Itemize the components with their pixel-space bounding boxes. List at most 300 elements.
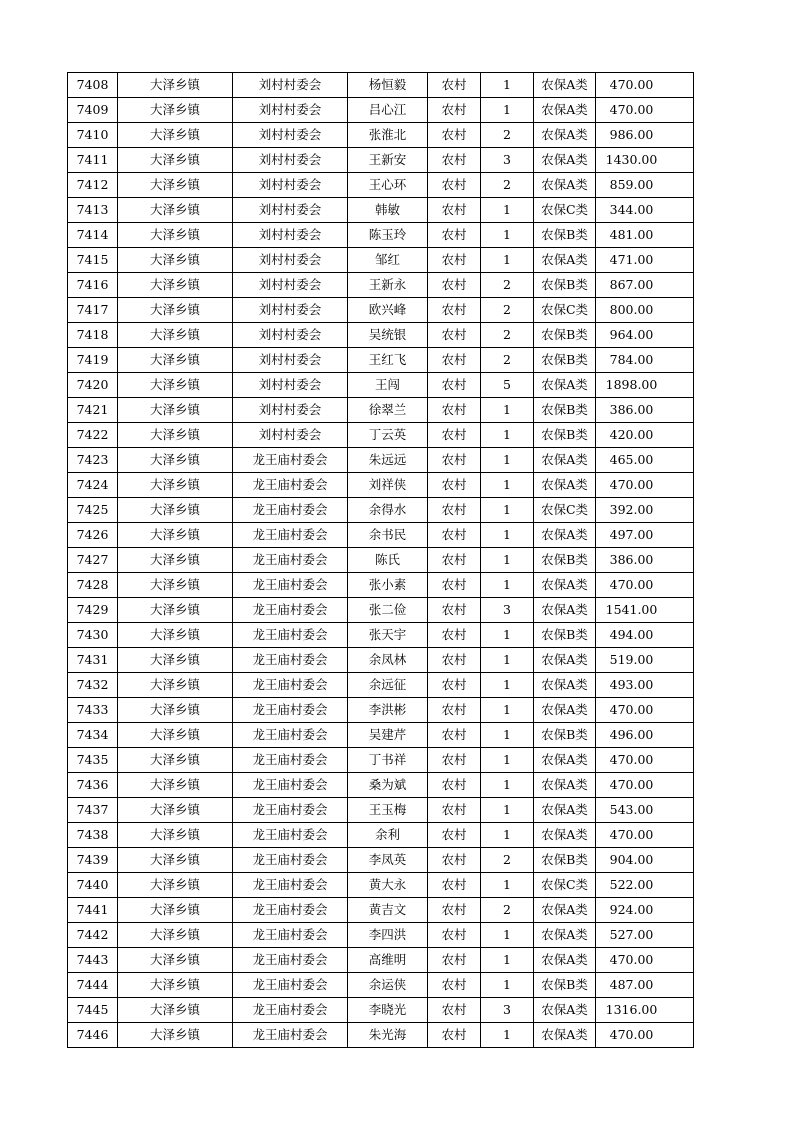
- name-cell: 李四洪: [348, 923, 428, 948]
- town-cell: 大泽乡镇: [118, 273, 233, 298]
- town-cell: 大泽乡镇: [118, 673, 233, 698]
- village-cell: 龙王庙村委会: [233, 798, 348, 823]
- household-type-cell: 农村: [428, 298, 481, 323]
- table-row: [68, 198, 694, 223]
- name-cell: 吴建芹: [348, 723, 428, 748]
- village-cell: 刘村村委会: [233, 98, 348, 123]
- village-cell: 刘村村委会: [233, 373, 348, 398]
- insurance-category-cell: 农保A类: [534, 173, 596, 198]
- town-cell: 大泽乡镇: [118, 98, 233, 123]
- member-count-cell: 2: [481, 848, 534, 873]
- table-row: [68, 473, 694, 498]
- table-row: [68, 848, 694, 873]
- member-count-cell: 1: [481, 948, 534, 973]
- member-count-cell: 1: [481, 448, 534, 473]
- town-cell: 大泽乡镇: [118, 398, 233, 423]
- amount-cell: 493.00: [596, 673, 694, 698]
- amount-cell: 527.00: [596, 923, 694, 948]
- town-cell: 大泽乡镇: [118, 848, 233, 873]
- row-id-cell: 7410: [68, 123, 118, 148]
- row-id-cell: 7422: [68, 423, 118, 448]
- member-count-cell: 1: [481, 773, 534, 798]
- table-row: [68, 598, 694, 623]
- member-count-cell: 2: [481, 173, 534, 198]
- insurance-category-cell: 农保A类: [534, 898, 596, 923]
- member-count-cell: 1: [481, 523, 534, 548]
- amount-cell: 494.00: [596, 623, 694, 648]
- member-count-cell: 1: [481, 573, 534, 598]
- insurance-category-cell: 农保B类: [534, 223, 596, 248]
- household-type-cell: 农村: [428, 948, 481, 973]
- village-cell: 龙王庙村委会: [233, 923, 348, 948]
- amount-cell: 470.00: [596, 948, 694, 973]
- name-cell: 韩敏: [348, 198, 428, 223]
- amount-cell: 386.00: [596, 398, 694, 423]
- amount-cell: 344.00: [596, 198, 694, 223]
- town-cell: 大泽乡镇: [118, 898, 233, 923]
- insurance-category-cell: 农保A类: [534, 248, 596, 273]
- row-id-cell: 7421: [68, 398, 118, 423]
- insurance-category-cell: 农保A类: [534, 748, 596, 773]
- household-type-cell: 农村: [428, 223, 481, 248]
- insurance-category-cell: 农保A类: [534, 948, 596, 973]
- town-cell: 大泽乡镇: [118, 248, 233, 273]
- town-cell: 大泽乡镇: [118, 298, 233, 323]
- member-count-cell: 2: [481, 298, 534, 323]
- amount-cell: 1316.00: [596, 998, 694, 1023]
- table-row: [68, 348, 694, 373]
- town-cell: 大泽乡镇: [118, 1023, 233, 1048]
- table-row: [68, 148, 694, 173]
- insurance-category-cell: 农保B类: [534, 273, 596, 298]
- member-count-cell: 1: [481, 398, 534, 423]
- household-type-cell: 农村: [428, 773, 481, 798]
- name-cell: 李洪彬: [348, 698, 428, 723]
- town-cell: 大泽乡镇: [118, 873, 233, 898]
- member-count-cell: 1: [481, 548, 534, 573]
- town-cell: 大泽乡镇: [118, 573, 233, 598]
- name-cell: 张小素: [348, 573, 428, 598]
- name-cell: 李凤英: [348, 848, 428, 873]
- table-row: [68, 723, 694, 748]
- town-cell: 大泽乡镇: [118, 798, 233, 823]
- row-id-cell: 7418: [68, 323, 118, 348]
- member-count-cell: 1: [481, 198, 534, 223]
- member-count-cell: 1: [481, 473, 534, 498]
- row-id-cell: 7417: [68, 298, 118, 323]
- name-cell: 王红飞: [348, 348, 428, 373]
- amount-cell: 470.00: [596, 98, 694, 123]
- table-row: [68, 923, 694, 948]
- household-type-cell: 农村: [428, 748, 481, 773]
- name-cell: 王心环: [348, 173, 428, 198]
- village-cell: 龙王庙村委会: [233, 723, 348, 748]
- insurance-category-cell: 农保C类: [534, 498, 596, 523]
- household-type-cell: 农村: [428, 598, 481, 623]
- insurance-category-cell: 农保A类: [534, 998, 596, 1023]
- row-id-cell: 7442: [68, 923, 118, 948]
- household-type-cell: 农村: [428, 723, 481, 748]
- amount-cell: 470.00: [596, 748, 694, 773]
- table-row: [68, 873, 694, 898]
- row-id-cell: 7424: [68, 473, 118, 498]
- row-id-cell: 7431: [68, 648, 118, 673]
- member-count-cell: 1: [481, 73, 534, 98]
- amount-cell: 964.00: [596, 323, 694, 348]
- roster-body: [68, 73, 694, 1048]
- town-cell: 大泽乡镇: [118, 998, 233, 1023]
- village-cell: 龙王庙村委会: [233, 1023, 348, 1048]
- member-count-cell: 1: [481, 698, 534, 723]
- name-cell: 王闯: [348, 373, 428, 398]
- table-row: [68, 398, 694, 423]
- village-cell: 龙王庙村委会: [233, 948, 348, 973]
- name-cell: 余利: [348, 823, 428, 848]
- name-cell: 吴统银: [348, 323, 428, 348]
- insurance-category-cell: 农保A类: [534, 148, 596, 173]
- insurance-category-cell: 农保A类: [534, 73, 596, 98]
- name-cell: 杨恒毅: [348, 73, 428, 98]
- insurance-category-cell: 农保A类: [534, 773, 596, 798]
- household-type-cell: 农村: [428, 623, 481, 648]
- table-row: [68, 998, 694, 1023]
- row-id-cell: 7413: [68, 198, 118, 223]
- row-id-cell: 7415: [68, 248, 118, 273]
- amount-cell: 420.00: [596, 423, 694, 448]
- table-row: [68, 798, 694, 823]
- town-cell: 大泽乡镇: [118, 598, 233, 623]
- row-id-cell: 7414: [68, 223, 118, 248]
- town-cell: 大泽乡镇: [118, 823, 233, 848]
- insurance-category-cell: 农保A类: [534, 923, 596, 948]
- household-type-cell: 农村: [428, 473, 481, 498]
- town-cell: 大泽乡镇: [118, 498, 233, 523]
- household-type-cell: 农村: [428, 173, 481, 198]
- row-id-cell: 7408: [68, 73, 118, 98]
- name-cell: 徐翠兰: [348, 398, 428, 423]
- household-type-cell: 农村: [428, 348, 481, 373]
- amount-cell: 1541.00: [596, 598, 694, 623]
- member-count-cell: 1: [481, 923, 534, 948]
- table-row: [68, 423, 694, 448]
- village-cell: 龙王庙村委会: [233, 573, 348, 598]
- household-type-cell: 农村: [428, 73, 481, 98]
- name-cell: 张天宇: [348, 623, 428, 648]
- insurance-category-cell: 农保A类: [534, 473, 596, 498]
- household-type-cell: 农村: [428, 198, 481, 223]
- row-id-cell: 7439: [68, 848, 118, 873]
- name-cell: 张二俭: [348, 598, 428, 623]
- household-type-cell: 农村: [428, 923, 481, 948]
- insurance-category-cell: 农保A类: [534, 523, 596, 548]
- insurance-category-cell: 农保B类: [534, 548, 596, 573]
- town-cell: 大泽乡镇: [118, 173, 233, 198]
- insurance-category-cell: 农保B类: [534, 398, 596, 423]
- member-count-cell: 1: [481, 723, 534, 748]
- table-row: [68, 298, 694, 323]
- household-type-cell: 农村: [428, 323, 481, 348]
- member-count-cell: 1: [481, 873, 534, 898]
- household-type-cell: 农村: [428, 423, 481, 448]
- village-cell: 龙王庙村委会: [233, 973, 348, 998]
- table-row: [68, 573, 694, 598]
- table-row: [68, 73, 694, 98]
- insurance-category-cell: 农保B类: [534, 323, 596, 348]
- village-cell: 龙王庙村委会: [233, 698, 348, 723]
- member-count-cell: 1: [481, 248, 534, 273]
- insurance-category-cell: 农保B类: [534, 973, 596, 998]
- amount-cell: 470.00: [596, 823, 694, 848]
- amount-cell: 386.00: [596, 548, 694, 573]
- town-cell: 大泽乡镇: [118, 648, 233, 673]
- member-count-cell: 1: [481, 623, 534, 648]
- town-cell: 大泽乡镇: [118, 373, 233, 398]
- insurance-category-cell: 农保A类: [534, 373, 596, 398]
- name-cell: 余远征: [348, 673, 428, 698]
- amount-cell: 471.00: [596, 248, 694, 273]
- amount-cell: 1430.00: [596, 148, 694, 173]
- amount-cell: 859.00: [596, 173, 694, 198]
- village-cell: 龙王庙村委会: [233, 873, 348, 898]
- table-row: [68, 448, 694, 473]
- name-cell: 朱远远: [348, 448, 428, 473]
- household-type-cell: 农村: [428, 698, 481, 723]
- insurance-category-cell: 农保A类: [534, 823, 596, 848]
- insurance-category-cell: 农保A类: [534, 648, 596, 673]
- name-cell: 余得水: [348, 498, 428, 523]
- name-cell: 吕心江: [348, 98, 428, 123]
- name-cell: 余书民: [348, 523, 428, 548]
- town-cell: 大泽乡镇: [118, 698, 233, 723]
- village-cell: 龙王庙村委会: [233, 448, 348, 473]
- row-id-cell: 7437: [68, 798, 118, 823]
- amount-cell: 487.00: [596, 973, 694, 998]
- row-id-cell: 7438: [68, 823, 118, 848]
- member-count-cell: 5: [481, 373, 534, 398]
- village-cell: 刘村村委会: [233, 398, 348, 423]
- insurance-category-cell: 农保C类: [534, 298, 596, 323]
- name-cell: 余凤林: [348, 648, 428, 673]
- village-cell: 龙王庙村委会: [233, 548, 348, 573]
- table-row: [68, 823, 694, 848]
- village-cell: 龙王庙村委会: [233, 823, 348, 848]
- village-cell: 龙王庙村委会: [233, 623, 348, 648]
- household-type-cell: 农村: [428, 823, 481, 848]
- table-row: [68, 173, 694, 198]
- name-cell: 欧兴峰: [348, 298, 428, 323]
- table-row: [68, 673, 694, 698]
- town-cell: 大泽乡镇: [118, 623, 233, 648]
- amount-cell: 904.00: [596, 848, 694, 873]
- table-row: [68, 623, 694, 648]
- town-cell: 大泽乡镇: [118, 523, 233, 548]
- town-cell: 大泽乡镇: [118, 748, 233, 773]
- amount-cell: 470.00: [596, 73, 694, 98]
- amount-cell: 470.00: [596, 698, 694, 723]
- name-cell: 邹红: [348, 248, 428, 273]
- insurance-category-cell: 农保C类: [534, 198, 596, 223]
- household-type-cell: 农村: [428, 248, 481, 273]
- insurance-category-cell: 农保B类: [534, 723, 596, 748]
- table-row: [68, 898, 694, 923]
- village-cell: 刘村村委会: [233, 323, 348, 348]
- table-row: [68, 498, 694, 523]
- table-row: [68, 773, 694, 798]
- member-count-cell: 2: [481, 348, 534, 373]
- town-cell: 大泽乡镇: [118, 973, 233, 998]
- table-row: [68, 1023, 694, 1048]
- name-cell: 李晓光: [348, 998, 428, 1023]
- village-cell: 龙王庙村委会: [233, 748, 348, 773]
- member-count-cell: 1: [481, 673, 534, 698]
- household-type-cell: 农村: [428, 898, 481, 923]
- table-row: [68, 323, 694, 348]
- amount-cell: 470.00: [596, 473, 694, 498]
- name-cell: 丁书祥: [348, 748, 428, 773]
- household-type-cell: 农村: [428, 448, 481, 473]
- amount-cell: 1898.00: [596, 373, 694, 398]
- table-row: [68, 123, 694, 148]
- row-id-cell: 7440: [68, 873, 118, 898]
- village-cell: 龙王庙村委会: [233, 598, 348, 623]
- town-cell: 大泽乡镇: [118, 448, 233, 473]
- member-count-cell: 2: [481, 323, 534, 348]
- name-cell: 陈氏: [348, 548, 428, 573]
- town-cell: 大泽乡镇: [118, 773, 233, 798]
- row-id-cell: 7434: [68, 723, 118, 748]
- table-row: [68, 223, 694, 248]
- village-cell: 龙王庙村委会: [233, 648, 348, 673]
- name-cell: 陈玉玲: [348, 223, 428, 248]
- amount-cell: 867.00: [596, 273, 694, 298]
- row-id-cell: 7433: [68, 698, 118, 723]
- member-count-cell: 2: [481, 273, 534, 298]
- row-id-cell: 7425: [68, 498, 118, 523]
- village-cell: 龙王庙村委会: [233, 848, 348, 873]
- insurance-category-cell: 农保A类: [534, 1023, 596, 1048]
- insurance-category-cell: 农保A类: [534, 698, 596, 723]
- row-id-cell: 7428: [68, 573, 118, 598]
- member-count-cell: 1: [481, 823, 534, 848]
- household-type-cell: 农村: [428, 148, 481, 173]
- amount-cell: 465.00: [596, 448, 694, 473]
- town-cell: 大泽乡镇: [118, 73, 233, 98]
- household-type-cell: 农村: [428, 98, 481, 123]
- member-count-cell: 1: [481, 798, 534, 823]
- member-count-cell: 1: [481, 498, 534, 523]
- name-cell: 朱光海: [348, 1023, 428, 1048]
- row-id-cell: 7441: [68, 898, 118, 923]
- amount-cell: 392.00: [596, 498, 694, 523]
- insurance-category-cell: 农保B类: [534, 623, 596, 648]
- village-cell: 刘村村委会: [233, 223, 348, 248]
- town-cell: 大泽乡镇: [118, 723, 233, 748]
- amount-cell: 986.00: [596, 123, 694, 148]
- row-id-cell: 7420: [68, 373, 118, 398]
- amount-cell: 496.00: [596, 723, 694, 748]
- household-type-cell: 农村: [428, 498, 481, 523]
- row-id-cell: 7446: [68, 1023, 118, 1048]
- name-cell: 黄大永: [348, 873, 428, 898]
- town-cell: 大泽乡镇: [118, 423, 233, 448]
- village-cell: 龙王庙村委会: [233, 673, 348, 698]
- village-cell: 刘村村委会: [233, 73, 348, 98]
- row-id-cell: 7444: [68, 973, 118, 998]
- village-cell: 刘村村委会: [233, 423, 348, 448]
- amount-cell: 519.00: [596, 648, 694, 673]
- roster-table: [67, 72, 694, 1048]
- insurance-category-cell: 农保A类: [534, 448, 596, 473]
- row-id-cell: 7412: [68, 173, 118, 198]
- name-cell: 张淮北: [348, 123, 428, 148]
- name-cell: 桑为斌: [348, 773, 428, 798]
- table-row: [68, 948, 694, 973]
- row-id-cell: 7426: [68, 523, 118, 548]
- village-cell: 刘村村委会: [233, 298, 348, 323]
- member-count-cell: 1: [481, 973, 534, 998]
- row-id-cell: 7419: [68, 348, 118, 373]
- town-cell: 大泽乡镇: [118, 323, 233, 348]
- village-cell: 龙王庙村委会: [233, 498, 348, 523]
- insurance-category-cell: 农保C类: [534, 873, 596, 898]
- member-count-cell: 1: [481, 423, 534, 448]
- member-count-cell: 2: [481, 898, 534, 923]
- member-count-cell: 1: [481, 223, 534, 248]
- amount-cell: 543.00: [596, 798, 694, 823]
- name-cell: 余运侠: [348, 973, 428, 998]
- table-row: [68, 98, 694, 123]
- village-cell: 刘村村委会: [233, 273, 348, 298]
- household-type-cell: 农村: [428, 1023, 481, 1048]
- town-cell: 大泽乡镇: [118, 123, 233, 148]
- table-row: [68, 273, 694, 298]
- household-type-cell: 农村: [428, 398, 481, 423]
- insurance-category-cell: 农保A类: [534, 798, 596, 823]
- member-count-cell: 1: [481, 648, 534, 673]
- row-id-cell: 7429: [68, 598, 118, 623]
- row-id-cell: 7411: [68, 148, 118, 173]
- member-count-cell: 1: [481, 1023, 534, 1048]
- household-type-cell: 农村: [428, 998, 481, 1023]
- village-cell: 刘村村委会: [233, 348, 348, 373]
- row-id-cell: 7423: [68, 448, 118, 473]
- row-id-cell: 7432: [68, 673, 118, 698]
- town-cell: 大泽乡镇: [118, 223, 233, 248]
- row-id-cell: 7445: [68, 998, 118, 1023]
- village-cell: 龙王庙村委会: [233, 998, 348, 1023]
- village-cell: 刘村村委会: [233, 198, 348, 223]
- village-cell: 刘村村委会: [233, 173, 348, 198]
- household-type-cell: 农村: [428, 373, 481, 398]
- amount-cell: 800.00: [596, 298, 694, 323]
- row-id-cell: 7427: [68, 548, 118, 573]
- member-count-cell: 1: [481, 748, 534, 773]
- town-cell: 大泽乡镇: [118, 473, 233, 498]
- member-count-cell: 3: [481, 998, 534, 1023]
- town-cell: 大泽乡镇: [118, 548, 233, 573]
- household-type-cell: 农村: [428, 523, 481, 548]
- name-cell: 王新永: [348, 273, 428, 298]
- row-id-cell: 7416: [68, 273, 118, 298]
- village-cell: 龙王庙村委会: [233, 773, 348, 798]
- member-count-cell: 3: [481, 598, 534, 623]
- household-type-cell: 农村: [428, 273, 481, 298]
- amount-cell: 784.00: [596, 348, 694, 373]
- table-row: [68, 648, 694, 673]
- member-count-cell: 2: [481, 123, 534, 148]
- amount-cell: 470.00: [596, 773, 694, 798]
- household-type-cell: 农村: [428, 798, 481, 823]
